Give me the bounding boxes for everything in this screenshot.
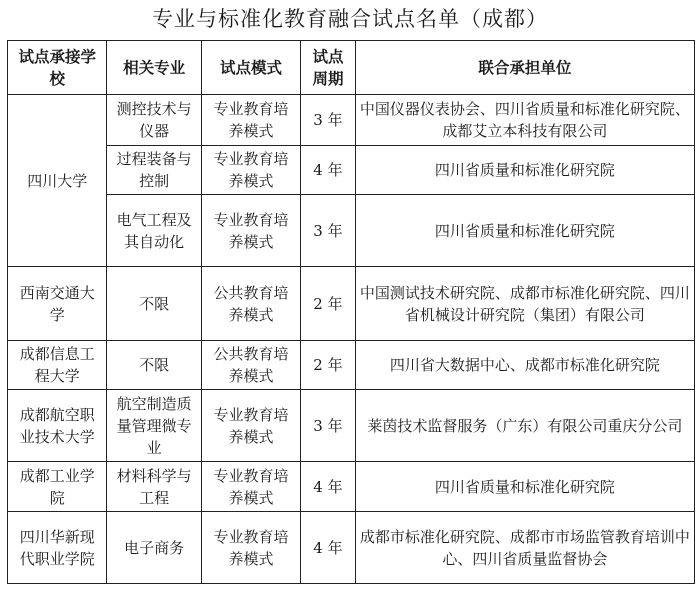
cell-period: 4 年 [301, 462, 355, 512]
cell-unit: 四川省质量和标准化研究院 [355, 462, 694, 512]
cell-major: 不限 [107, 341, 201, 390]
table-row [8, 390, 695, 462]
table-row [8, 146, 695, 195]
header-school: 试点承接学校 [8, 41, 107, 95]
table-row [8, 341, 695, 390]
table-row [8, 95, 695, 146]
cell-mode: 专业教育培养模式 [201, 146, 300, 195]
page-title: 专业与标准化教育融合试点名单（成都） [152, 7, 548, 31]
cell-mode: 专业教育培养模式 [201, 95, 300, 146]
cell-major: 过程装备与控制 [107, 146, 201, 195]
cell-period: 4 年 [301, 512, 355, 584]
cell-major: 航空制造质量管理微专业 [107, 390, 201, 462]
cell-period: 3 年 [301, 95, 355, 146]
cell-unit: 成都市标准化研究院、成都市市场监管教育培训中心、四川省质量监督协会 [355, 512, 694, 584]
cell-mode: 公共教育培养模式 [201, 267, 300, 341]
header-unit: 联合承担单位 [355, 41, 694, 95]
cell-major: 电气工程及其自动化 [107, 195, 201, 267]
cell-unit: 莱茵技术监督服务（广东）有限公司重庆分公司 [355, 390, 694, 462]
header-mode: 试点模式 [201, 41, 300, 95]
pilot-list-table [7, 40, 695, 584]
cell-period: 3 年 [301, 195, 355, 267]
cell-unit: 中国测试技术研究院、成都市标准化研究院、四川省机械设计研究院（集团）有限公司 [355, 267, 694, 341]
cell-period: 2 年 [301, 341, 355, 390]
cell-mode: 公共教育培养模式 [201, 341, 300, 390]
table-header-row [8, 41, 695, 95]
cell-period: 2 年 [301, 267, 355, 341]
cell-mode: 专业教育培养模式 [201, 512, 300, 584]
cell-school: 西南交通大学 [8, 267, 107, 341]
cell-mode: 专业教育培养模式 [201, 195, 300, 267]
table-row [8, 195, 695, 267]
table-row [8, 512, 695, 584]
cell-school: 成都信息工程大学 [8, 341, 107, 390]
cell-school: 四川大学 [8, 95, 107, 267]
cell-major: 材料科学与工程 [107, 462, 201, 512]
cell-mode: 专业教育培养模式 [201, 462, 300, 512]
cell-major: 测控技术与仪器 [107, 95, 201, 146]
cell-period: 4 年 [301, 146, 355, 195]
header-major: 相关专业 [107, 41, 201, 95]
cell-school: 成都工业学院 [8, 462, 107, 512]
cell-school: 四川华新现代职业学院 [8, 512, 107, 584]
cell-major: 电子商务 [107, 512, 201, 584]
cell-school: 成都航空职业技术大学 [8, 390, 107, 462]
cell-unit: 四川省质量和标准化研究院 [355, 195, 694, 267]
cell-unit: 四川省质量和标准化研究院 [355, 146, 694, 195]
table-row [8, 267, 695, 341]
header-period: 试点周期 [301, 41, 355, 95]
cell-unit: 四川省大数据中心、成都市标准化研究院 [355, 341, 694, 390]
cell-period: 3 年 [301, 390, 355, 462]
cell-major: 不限 [107, 267, 201, 341]
cell-mode: 专业教育培养模式 [201, 390, 300, 462]
cell-unit: 中国仪器仪表协会、四川省质量和标准化研究院、成都艾立本科技有限公司 [355, 95, 694, 146]
table-row [8, 462, 695, 512]
